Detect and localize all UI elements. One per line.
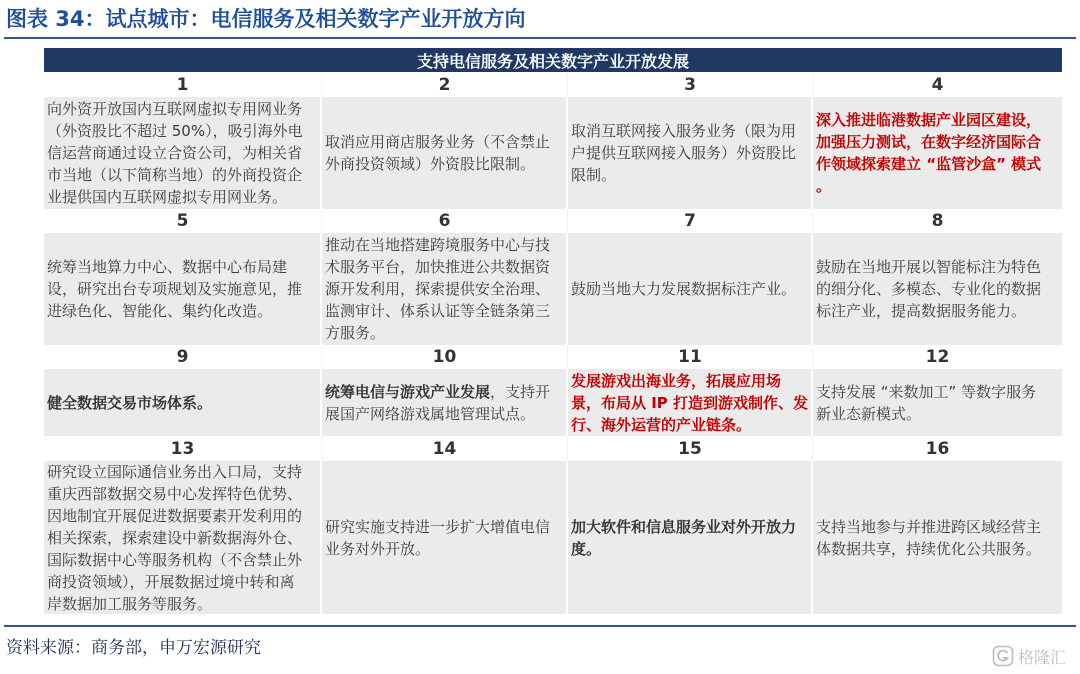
cell-number-7: 7: [568, 209, 813, 233]
cell-2: [322, 97, 568, 209]
text-line: 源开发利用，探索提供安全治理、: [325, 280, 551, 298]
cell-7-text: [571, 278, 796, 300]
text-line: 监测审计、体系认证等全链条第三: [325, 302, 551, 320]
cell-3-text: [571, 120, 796, 186]
cell-4-text: [816, 109, 1041, 197]
watermark-text: 格隆汇: [1018, 647, 1067, 667]
watermark: [992, 644, 1066, 668]
text-line: 体数据共享，持续优化公共服务。: [816, 539, 1042, 558]
cell-7: [568, 233, 813, 345]
text-line: 加大软件和信息服务业对外开放力: [571, 517, 797, 536]
text-line: 相关探索，探索建设中新数据海外仓、: [47, 528, 303, 547]
cell-15-text: [571, 516, 796, 560]
source-note: 资料来源：商务部，申万宏源研究: [6, 638, 261, 658]
page-title: 图表 34：试点城市：电信服务及相关数字产业开放方向: [6, 7, 526, 31]
bottom-rule: [4, 625, 1076, 627]
cell-9: [44, 369, 322, 436]
cell-8-text: [816, 256, 1041, 322]
cell-3: [568, 97, 813, 209]
bold-lead-text: 统筹电信与游戏产业发展: [325, 382, 491, 401]
text-line: 向外资开放国内互联网虚拟专用网业务: [47, 100, 303, 118]
cell-number-13: 13: [44, 436, 322, 461]
text-line: 外商投资领域）外资股比限制。: [325, 155, 536, 173]
cell-5-text: [47, 256, 302, 322]
text-line: 标注产业，提高数据服务能力。: [816, 302, 1027, 320]
watermark-logo-icon: [992, 645, 1014, 667]
text-line: 健全数据交易市场体系。: [47, 393, 213, 412]
text-line: 术服务平台，加快推进公共数据资: [325, 258, 551, 276]
cell-14-text: [325, 516, 550, 560]
text-line: 作领域探索建立 “监管沙盒” 模式: [816, 155, 1042, 173]
text-line: 发展游戏出海业务，拓展应用场: [571, 371, 782, 390]
table-header: 支持电信服务及相关数字产业开放发展: [44, 48, 1062, 72]
cell-number-8: 8: [813, 209, 1062, 233]
cell-9-text: [47, 392, 212, 414]
text-line: 研究实施支持进一步扩大增值电信: [325, 517, 551, 536]
cell-6-text: [325, 234, 550, 344]
text-line: 设，研究出台专项规划及实施意见，推: [47, 280, 303, 298]
text-line: 进绿色化、智能化、集约化改造。: [47, 302, 273, 320]
text-line: 业提供国内互联网虚拟专用网业务。: [47, 188, 288, 206]
text-line: 新业态新模式。: [816, 404, 922, 423]
cell-11-text: [571, 370, 808, 436]
cell-10-text: [325, 381, 550, 425]
cell-6: [322, 233, 568, 345]
cell-number-10: 10: [322, 345, 568, 369]
text-line: 岸数据加工服务等服务。: [47, 594, 213, 613]
text-line: 支持发展 “来数加工” 等数字服务: [816, 382, 1037, 401]
text-line: 。: [816, 177, 832, 195]
text-line: 重庆西部数据交易中心发挥特色优势、: [47, 484, 303, 503]
cell-2-text: [325, 131, 550, 175]
cell-12-text: [816, 381, 1036, 425]
text-line: 商投资领域），开展数据过境中转和离: [47, 572, 295, 591]
data-table: [44, 48, 1062, 614]
text-line: 支持当地参与并推进跨区域经营主: [816, 517, 1042, 536]
text-line: 度。: [571, 539, 602, 558]
cell-16: [813, 461, 1062, 614]
cell-14: [322, 461, 568, 614]
text-line: 限制。: [571, 166, 617, 184]
cell-10: [322, 369, 568, 436]
text-line: 国际数据中心等服务机构（不含禁止外: [47, 550, 303, 569]
text-line: 取消互联网接入服务业务（限为用: [571, 122, 797, 140]
text-line: 信运营商通过设立合资公司，为相关省: [47, 144, 303, 162]
text-line: 鼓励在当地开展以智能标注为特色: [816, 258, 1042, 276]
cell-13-text: [47, 461, 302, 614]
cell-11: [568, 369, 813, 436]
text-line: 行、海外运营的产业链条。: [571, 415, 752, 434]
text-line: 深入推进临港数据产业园区建设，: [816, 111, 1042, 129]
text-line: 户提供互联网接入服务）外资股比: [571, 144, 797, 162]
cell-number-3: 3: [568, 72, 813, 97]
cell-number-4: 4: [813, 72, 1062, 97]
text-line: 市当地（以下简称当地）的外商投资企: [47, 166, 303, 184]
cell-16-text: [816, 516, 1041, 560]
cell-number-1: 1: [44, 72, 322, 97]
cell-5: [44, 233, 322, 345]
text-line: [325, 381, 550, 403]
text-line: 推动在当地搭建跨境服务中心与技: [325, 236, 551, 254]
text-line: 的细分化、多模态、专业化的数据: [816, 280, 1042, 298]
cell-13: [44, 461, 322, 614]
text-line: 取消应用商店服务业务（不含禁止: [325, 133, 551, 151]
cell-15: [568, 461, 813, 614]
text-line: 统筹当地算力中心、数据中心布局建: [47, 258, 288, 276]
title-rule: [4, 37, 1076, 39]
cell-number-14: 14: [322, 436, 568, 461]
text-line: 展国产网络游戏属地管理试点。: [325, 404, 536, 423]
text-line: 加强压力测试，在数字经济国际合: [816, 133, 1042, 151]
text-line: 业务对外开放。: [325, 539, 431, 558]
text-line: 鼓励当地大力发展数据标注产业。: [571, 280, 797, 298]
cell-12: [813, 369, 1062, 436]
cell-1-text: [47, 98, 303, 208]
text-line: 因地制宜开展促进数据要素开发利用的: [47, 506, 303, 525]
text-line: 景，布局从 IP 打造到游戏制作、发: [571, 393, 809, 412]
cell-number-5: 5: [44, 209, 322, 233]
text-line: （外资股比不超过 50%），吸引海外电: [47, 122, 303, 140]
cell-number-6: 6: [322, 209, 568, 233]
cell-number-15: 15: [568, 436, 813, 461]
cell-number-11: 11: [568, 345, 813, 369]
text-segment: ，支持开: [490, 382, 551, 401]
cell-1: [44, 97, 322, 209]
text-line: 研究设立国际通信业务出入口局，支持: [47, 462, 303, 481]
cell-4: [813, 97, 1062, 209]
text-line: 方服务。: [325, 324, 386, 342]
cell-number-2: 2: [322, 72, 568, 97]
cell-number-9: 9: [44, 345, 322, 369]
cell-number-16: 16: [813, 436, 1062, 461]
cell-8: [813, 233, 1062, 345]
cell-number-12: 12: [813, 345, 1062, 369]
